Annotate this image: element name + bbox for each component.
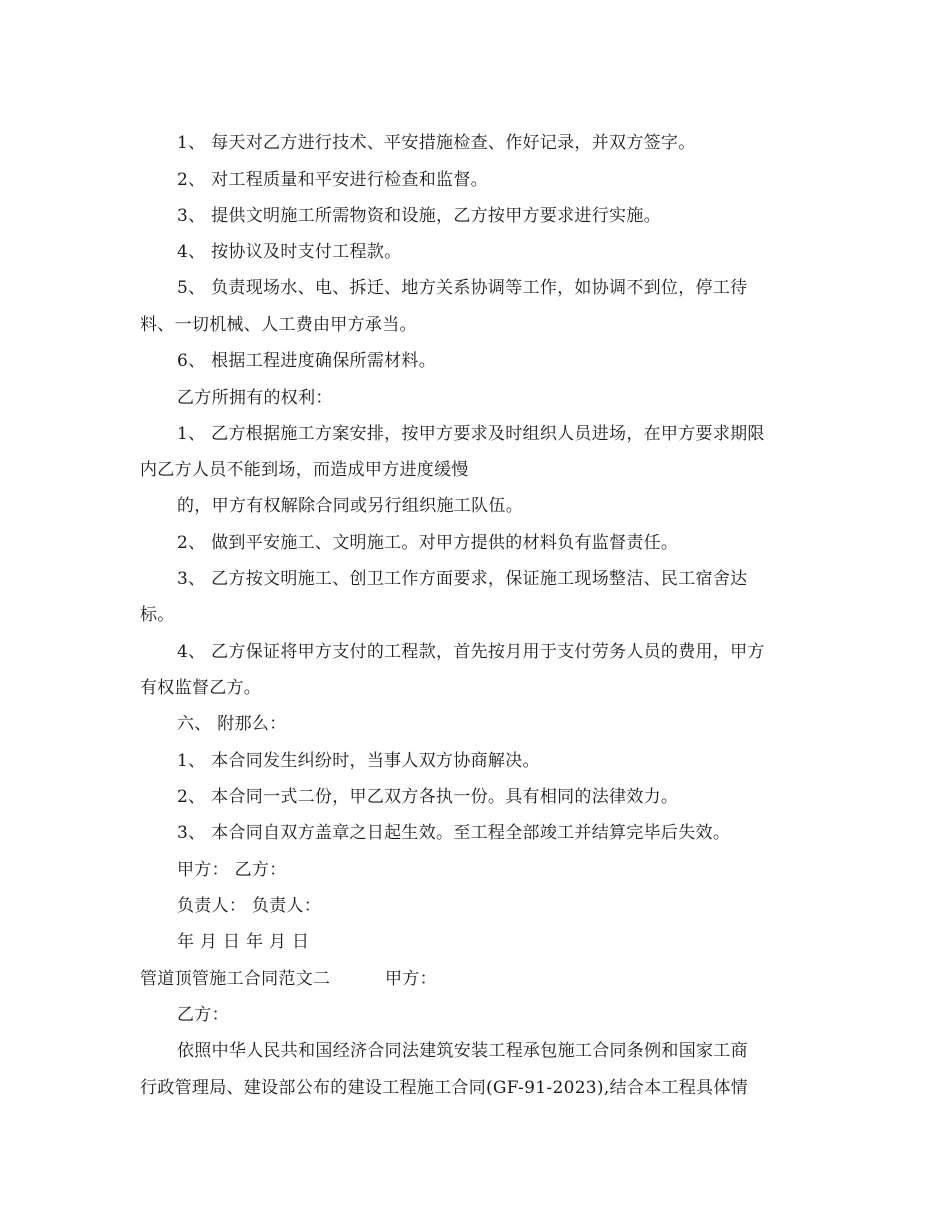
- signature-dates: 年 月 日 年 月 日: [177, 932, 310, 952]
- text-line: 依照中华人民共和国经济合同法建筑安装工程承包施工合同条例和国家工商: [177, 1041, 748, 1061]
- contract-title: 管道顶管施工合同范文二: [140, 969, 331, 989]
- text-line: 2、 做到平安施工、文明施工。对甲方提供的材料负有监督责任。: [177, 533, 679, 553]
- text-line: 1、 本合同发生纠纷时，当事人双方协商解决。: [177, 751, 540, 771]
- signature-representatives: 负责人： 负责人：: [177, 896, 322, 916]
- text-line: 标。: [140, 605, 175, 625]
- text-line: 2、 对工程质量和平安进行检查和监督。: [177, 170, 488, 190]
- text-line: 5、 负责现场水、电、拆迁、地方关系协调等工作，如协调不到位，停工待: [177, 278, 748, 298]
- party-b-label: 乙方：: [177, 1005, 229, 1025]
- text-line: 4、 乙方保证将甲方支付的工程款，首先按月用于支付劳务人员的费用，甲方: [177, 642, 765, 662]
- text-line: 3、 乙方按文明施工、创卫工作方面要求，保证施工现场整洁、民工宿舍达: [177, 569, 748, 589]
- text-line: 行政管理局、建设部公布的建设工程施工合同(GF-91-2023),结合本工程具体情: [140, 1078, 748, 1098]
- text-line: 的，甲方有权解除合同或另行组织施工队伍。: [177, 496, 523, 516]
- party-a-label: 甲方：: [385, 969, 437, 989]
- signature-parties: 甲方： 乙方：: [177, 860, 287, 880]
- text-line: 3、 提供文明施工所需物资和设施，乙方按甲方要求进行实施。: [177, 206, 661, 226]
- text-line: 6、 根据工程进度确保所需材料。: [177, 351, 437, 371]
- text-line: 1、 乙方根据施工方案安排，按甲方要求及时组织人员进场，在甲方要求期限: [177, 424, 765, 444]
- text-line: 1、 每天对乙方进行技术、平安措施检查、作好记录，并双方签字。: [177, 133, 696, 153]
- text-line: 3、 本合同自双方盖章之日起生效。至工程全部竣工并结算完毕后失效。: [177, 823, 731, 843]
- text-line: 有权监督乙方。: [140, 678, 262, 698]
- text-line: 内乙方人员不能到场，而造成甲方进度缓慢: [140, 460, 469, 480]
- text-line: 4、 按协议及时支付工程款。: [177, 242, 402, 262]
- section-heading: 六、 附那么：: [177, 714, 287, 734]
- text-line: 料、一切机械、人工费由甲方承当。: [140, 315, 417, 335]
- section-heading: 乙方所拥有的权利：: [177, 388, 333, 408]
- text-line: 2、 本合同一式二份，甲乙双方各执一份。具有相同的法律效力。: [177, 787, 679, 807]
